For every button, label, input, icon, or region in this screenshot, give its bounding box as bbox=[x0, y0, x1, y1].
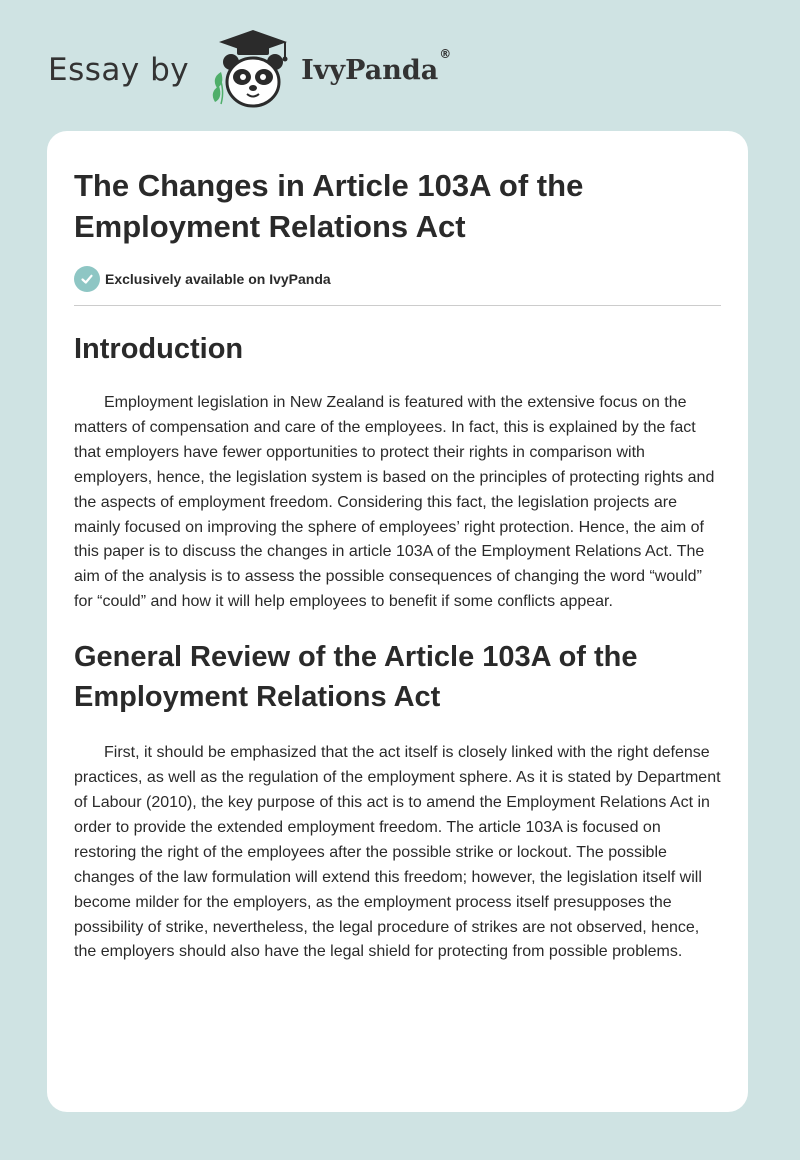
essay-card bbox=[47, 131, 748, 1112]
ivypanda-logo-icon bbox=[205, 28, 297, 112]
general-review-paragraph: First, it should be emphasized that the act itself is closely linked with the right defense practices, as well as the regulation of the employment sphere. As it is stated by Department of Labour (2010), the key purpose of this act is to amend the Employment Relations Act in order to provide the extended employment freedom. The article 103A is focused on restoring the right of the employees after the possible strike or lockout. The possible changes of the law formulation will extend this freedom; however, the legislation itself will become milder for the employers, as the employment process itself presupposes the possibility of strike, nevertheless, the legal procedure of strikes are not observed, hence, the employers should also have the legal shield for protecting from possible problems. bbox=[74, 744, 721, 961]
brand-header bbox=[48, 28, 451, 112]
exclusive-badge bbox=[74, 266, 721, 292]
brand-prefix: Essay by bbox=[48, 52, 190, 88]
brand-name bbox=[301, 46, 452, 86]
registered-mark: ® bbox=[439, 46, 452, 61]
section-heading-general-review: General Review of the Article 103A of the Employment Relations Act bbox=[74, 641, 638, 714]
page-title: The Changes in Article 103A of the Employment Relations Act bbox=[74, 168, 584, 244]
badge-label: Exclusively available on IvyPanda bbox=[105, 271, 331, 287]
brand-name-text: IvyPanda bbox=[301, 54, 439, 86]
title-divider bbox=[74, 305, 721, 306]
introduction-paragraph: Employment legislation in New Zealand is featured with the extensive focus on the matters of compensation and care of the employees. In fact, this is explained by the fact that employers have fewer opportunities to protect their rights in comparison with employers, hence, the legislation system is based on the principles of protecting rights and the aspects of employment freedom. Considering this fact, the legislation projects are mainly focused on improving the sphere of employees’ right protection. Hence, the aim of this paper is to discuss the changes in article 103A of the Employment Relations Act. The aim of the analysis is to assess the possible consequences of changing the word “would” for “could” and how it will help employees to benefit if some conflicts appear. bbox=[74, 394, 715, 611]
section-heading-introduction: Introduction bbox=[74, 333, 244, 365]
check-icon bbox=[74, 266, 100, 292]
